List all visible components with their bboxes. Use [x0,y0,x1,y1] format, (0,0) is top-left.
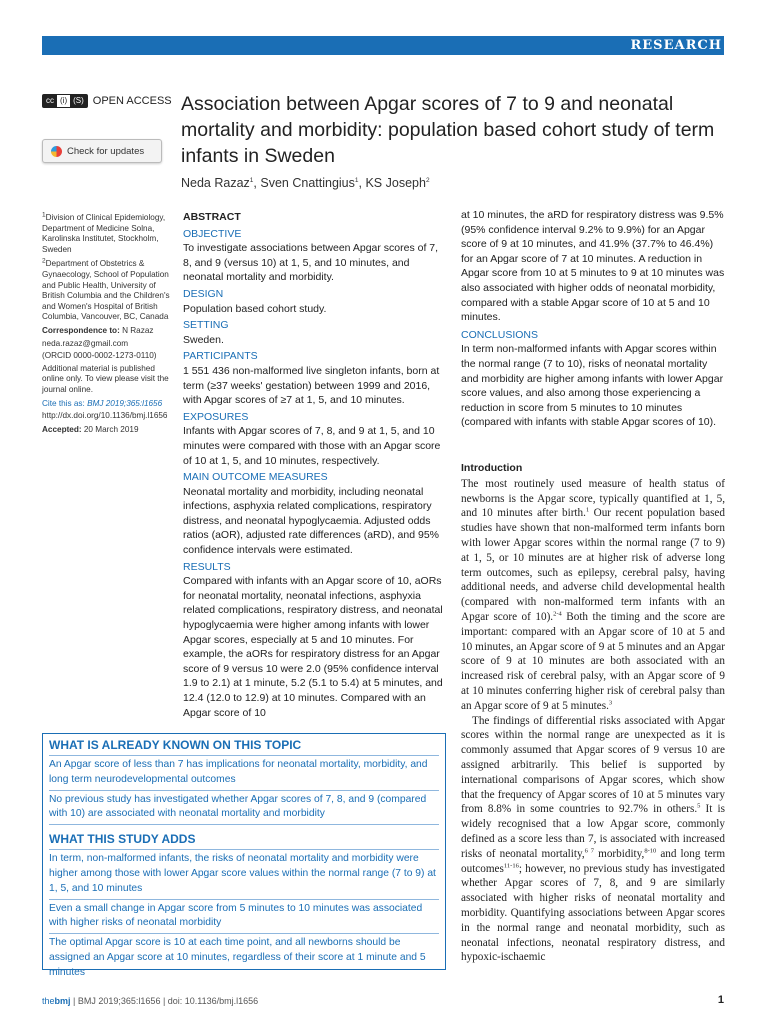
adds-item-1: In term, non-malformed infants, the risks of neonatal mortality and morbidity were higher among those with lower Apgar score values within the normal range (7 to 9) at 1, 5, and 10 minutes [49,852,439,899]
abstract-column-1 [183,210,445,720]
intro-paragraph-2: The findings of differential risks associated with Apgar scores within the normal range are unexpected as it is commonly assumed that Apgar scores of 9 versus 10 are assigned arbitrarily. This belief is supported by international comparisons of Apgar scores, which show that the frequency of Apgar scores of 10 at 5 minutes vary from 8.8% in some countries to 92.7% in others.$^5$ It is widely recognised that a low Apgar score, commonly defined as a score less than 7, is associated with increased risks of neonatal mortality,$^{6 7}$ morbidity,$^{8-10}$ and long term outcomes$^{11-16}$; however, no previous study has investigated whether Apgar scores of 7, 8, and 9 are similarly associated with higher risks of neonatal mortality and morbidity. Quantifying associations between Apgar scores in the normal range and neonatal morbidity, such as neonatal infections, neonatal respiratory distress, and hypoxic-ischaemic [461,714,726,964]
check-for-updates-button[interactable] [42,139,162,163]
objective-text: To investigate associations between Apgar scores of 7, 8, and 9 (versus 10) at 1, 5, and 10 minutes, and neonatal mortality and morbidity. [183,242,439,284]
exposures-text: Infants with Apgar scores of 7, 8, and 9 at 1, 5, and 10 minutes were compared with those with an Apgar score of 10 at 1, 5, and 10 minutes, respectively. [183,425,441,467]
affiliation-1: Division of Clinical Epidemiology, Department of Medicine Solna, Karolinska Institutet, Stockholm, Sweden [42,213,166,254]
section-bar [42,36,724,55]
adds-item-2: Even a small change in Apgar score from 5 minutes to 10 minutes was associated with higher risks of neonatal morbidity [49,902,439,935]
article-title: Association between Apgar scores of 7 to 9 and neonatal mortality and morbidity: population based cohort study of term infants in Sweden [181,93,715,167]
summary-box [42,733,446,978]
adds-item-3: The optimal Apgar score is 10 at each time point, and all newborns should be assigned an Apgar score at 10 minutes, regardless of their score at 1 minute and 5 minutes [49,937,426,978]
exposures-heading: EXPOSURES [183,410,249,423]
check-updates-label: Check for updates [67,145,145,157]
known-heading: WHAT IS ALREADY KNOWN ON THIS TOPIC [49,737,439,756]
author-name: KS Joseph [365,176,426,190]
results-heading: RESULTS [183,560,231,573]
results-text: Compared with infants with an Apgar score of 10, aORs for neonatal mortality, neonatal infections, asphyxia related complications, respiratory distress, and neonatal hypoglycaemia were higher among infants with lower Apgar scores, especially at 5 and 10 minutes. For example, the aORs for respiratory distress for an Apgar score of 9 versus 10 were 2.0 (95% confidence interval 1.9 to 2.1) at 1 minute, 5.2 (5.1 to 5.4) at 5 minutes, and 12.4 (12.0 to 12.9) at 10 minutes. Compared with an Apgar score of 10 [183,575,443,719]
crossmark-icon [51,146,62,157]
participants-heading: PARTICIPANTS [183,350,258,363]
conclusions-heading: CONCLUSIONS [461,328,539,341]
affiliations: $^1$Division of Clinical Epidemiology, Department of Medicine Solna, Karolinska Institutet, Stockholm, Sweden $^2$Department of Obstetrics & Gynaecology, School of Population and Public Health, University of British Columbia and the Children's and Women's Hospital of British Columbia, Vancouver, BC, Canada Correspondence to: N Razaz neda.razaz@gmail.com (ORCID 0000-0002-1273-0110) Additional material is published online only. To view please visit the journal online. Cite this as: BMJ 2019;365:l1656 http://dx.doi.org/10.1136/bmj.l1656 Accepted: 20 March 2019 [42,211,170,434]
known-item-1: An Apgar score of less than 7 has implications for neonatal mortality, morbidity, and long term neurodevelopmental outcomes [49,758,439,791]
setting-heading: SETTING [183,319,229,332]
objective-heading: OBJECTIVE [183,227,242,240]
accepted-label: Accepted: [42,424,82,434]
orcid[interactable]: (ORCID 0000-0002-1273-0110) [42,351,157,361]
abstract-heading: ABSTRACT [183,211,241,223]
abstract-column-2 [461,208,725,430]
outcome-text: Neonatal mortality and morbidity, including neonatal infections, asphyxia related complications, respiratory distress, and neonatal hypoglycaemia. Adjusted odds ratios (aOR), adjusted rate differences (aRD), and 95% confidence intervals were estimated. [183,485,440,557]
outcome-heading: MAIN OUTCOME MEASURES [183,471,328,484]
accepted-date: 20 March 2019 [83,424,139,434]
page-number: 1 [717,994,724,1006]
cite-ref: BMJ 2019;365:l1656 [87,398,163,408]
section-label: RESEARCH [630,38,722,53]
introduction-heading: Introduction [461,462,523,474]
correspondence-label: Correspondence to: [42,325,120,335]
supplementary-note: Additional material is published online only. To view please visit the journal online. [42,363,169,394]
design-text: Population based cohort study. [183,302,327,315]
open-access-badge[interactable] [42,94,172,108]
affiliation-2: Department of Obstetrics & Gynaecology, School of Population and Public Health, University of British Columbia and the Children's and Women's Hospital of British Columbia, Vancouver, BC, Canada [42,259,170,322]
conclusions-text: In term non-malformed infants with Apgar scores within the normal range (7 to 10), risks of neonatal mortality and morbidity are higher among infants with lower Apgar score values, and also among those experiencing a reduction in score from 5 minutes to 10 minutes (compared with infants with stable Apgar scores of 10). [461,343,724,429]
setting-text: Sweden. [183,333,224,346]
correspondence-email[interactable]: neda.razaz@gmail.com [42,338,129,348]
footer-ref: | BMJ 2019;365:l1656 | doi: 10.1136/bmj.l1656 [73,996,259,1006]
article-authors: Neda Razaz$^1$, Sven Cnattingius$^1$, KS Joseph$^2$ [181,176,430,190]
doi-link[interactable]: http://dx.doi.org/10.1136/bmj.l1656 [42,411,168,421]
intro-paragraph-1: The most routinely used measure of health status of newborns is the Apgar score, typically quantified at 1, 5, and 10 minutes after birth.$^1$ Our recent population based studies have shown that non-malformed term infants born with lower Apgar scores within the normal range (7 to 9) at 1, 5, or 10 minutes are at higher risk of adverse long term outcomes, such as epilepsy, cerebral palsy, having additional needs, and adverse child developmental health (compared with non-malformed term infants with an Apgar score of 10).$^{2-4}$ Both the timing and the score are important: compared with an Apgar score of 10 at 5 and 10 minutes, an Apgar score of 9 at 5 minutes and an Apgar score of 9 at 10 minutes are both associated with an increased risk of cerebral palsy, with an Apgar score of 9 at 10 minutes conferring higher risk of cerebral palsy than an Apgar score of 9 at 5 minutes.$^3$ [461,477,725,712]
footer-citation [42,996,258,1006]
open-access-label: OPEN ACCESS [92,95,172,107]
introduction [461,461,725,965]
creative-commons-icon: cc (i) (S) [42,94,88,108]
participants-text: 1 551 436 non-malformed live singleton infants, born at term (≥37 weeks' gestation) between 1999 and 2016, with Apgar scores of ≥7 at 1, 5, and 10 minutes. [183,364,440,407]
author-name: Neda Razaz [181,176,250,190]
journal-logo-bmj: bmj [54,996,71,1006]
correspondence-name: N Razaz [122,325,154,335]
adds-heading: WHAT THIS STUDY ADDS [49,831,439,850]
design-heading: DESIGN [183,287,224,300]
known-item-2: No previous study has investigated whether Apgar scores of 7, 8, and 9 (compared with 10) are associated with neonatal mortality and morbidity [49,793,439,826]
journal-logo-the: the [42,996,55,1006]
cite-label: Cite this as: [42,398,85,408]
results-continued: at 10 minutes, the aRD for respiratory distress was 9.5% (95% confidence interval 9.2% to 9.9%) for an Apgar score of 9 at 10 minutes, and 41.9% (37.7% to 46.4%) for an Apgar score of 7 at 10 minutes. A reduction in Apgar score from 10 at 5 minutes to 9 at 10 minutes was also associated with higher odds of neonatal morbidity, compared with a stable Apgar score of 10 at 5 and 10 minutes. [461,209,725,324]
author-name: Sven Cnattingius [260,176,355,190]
